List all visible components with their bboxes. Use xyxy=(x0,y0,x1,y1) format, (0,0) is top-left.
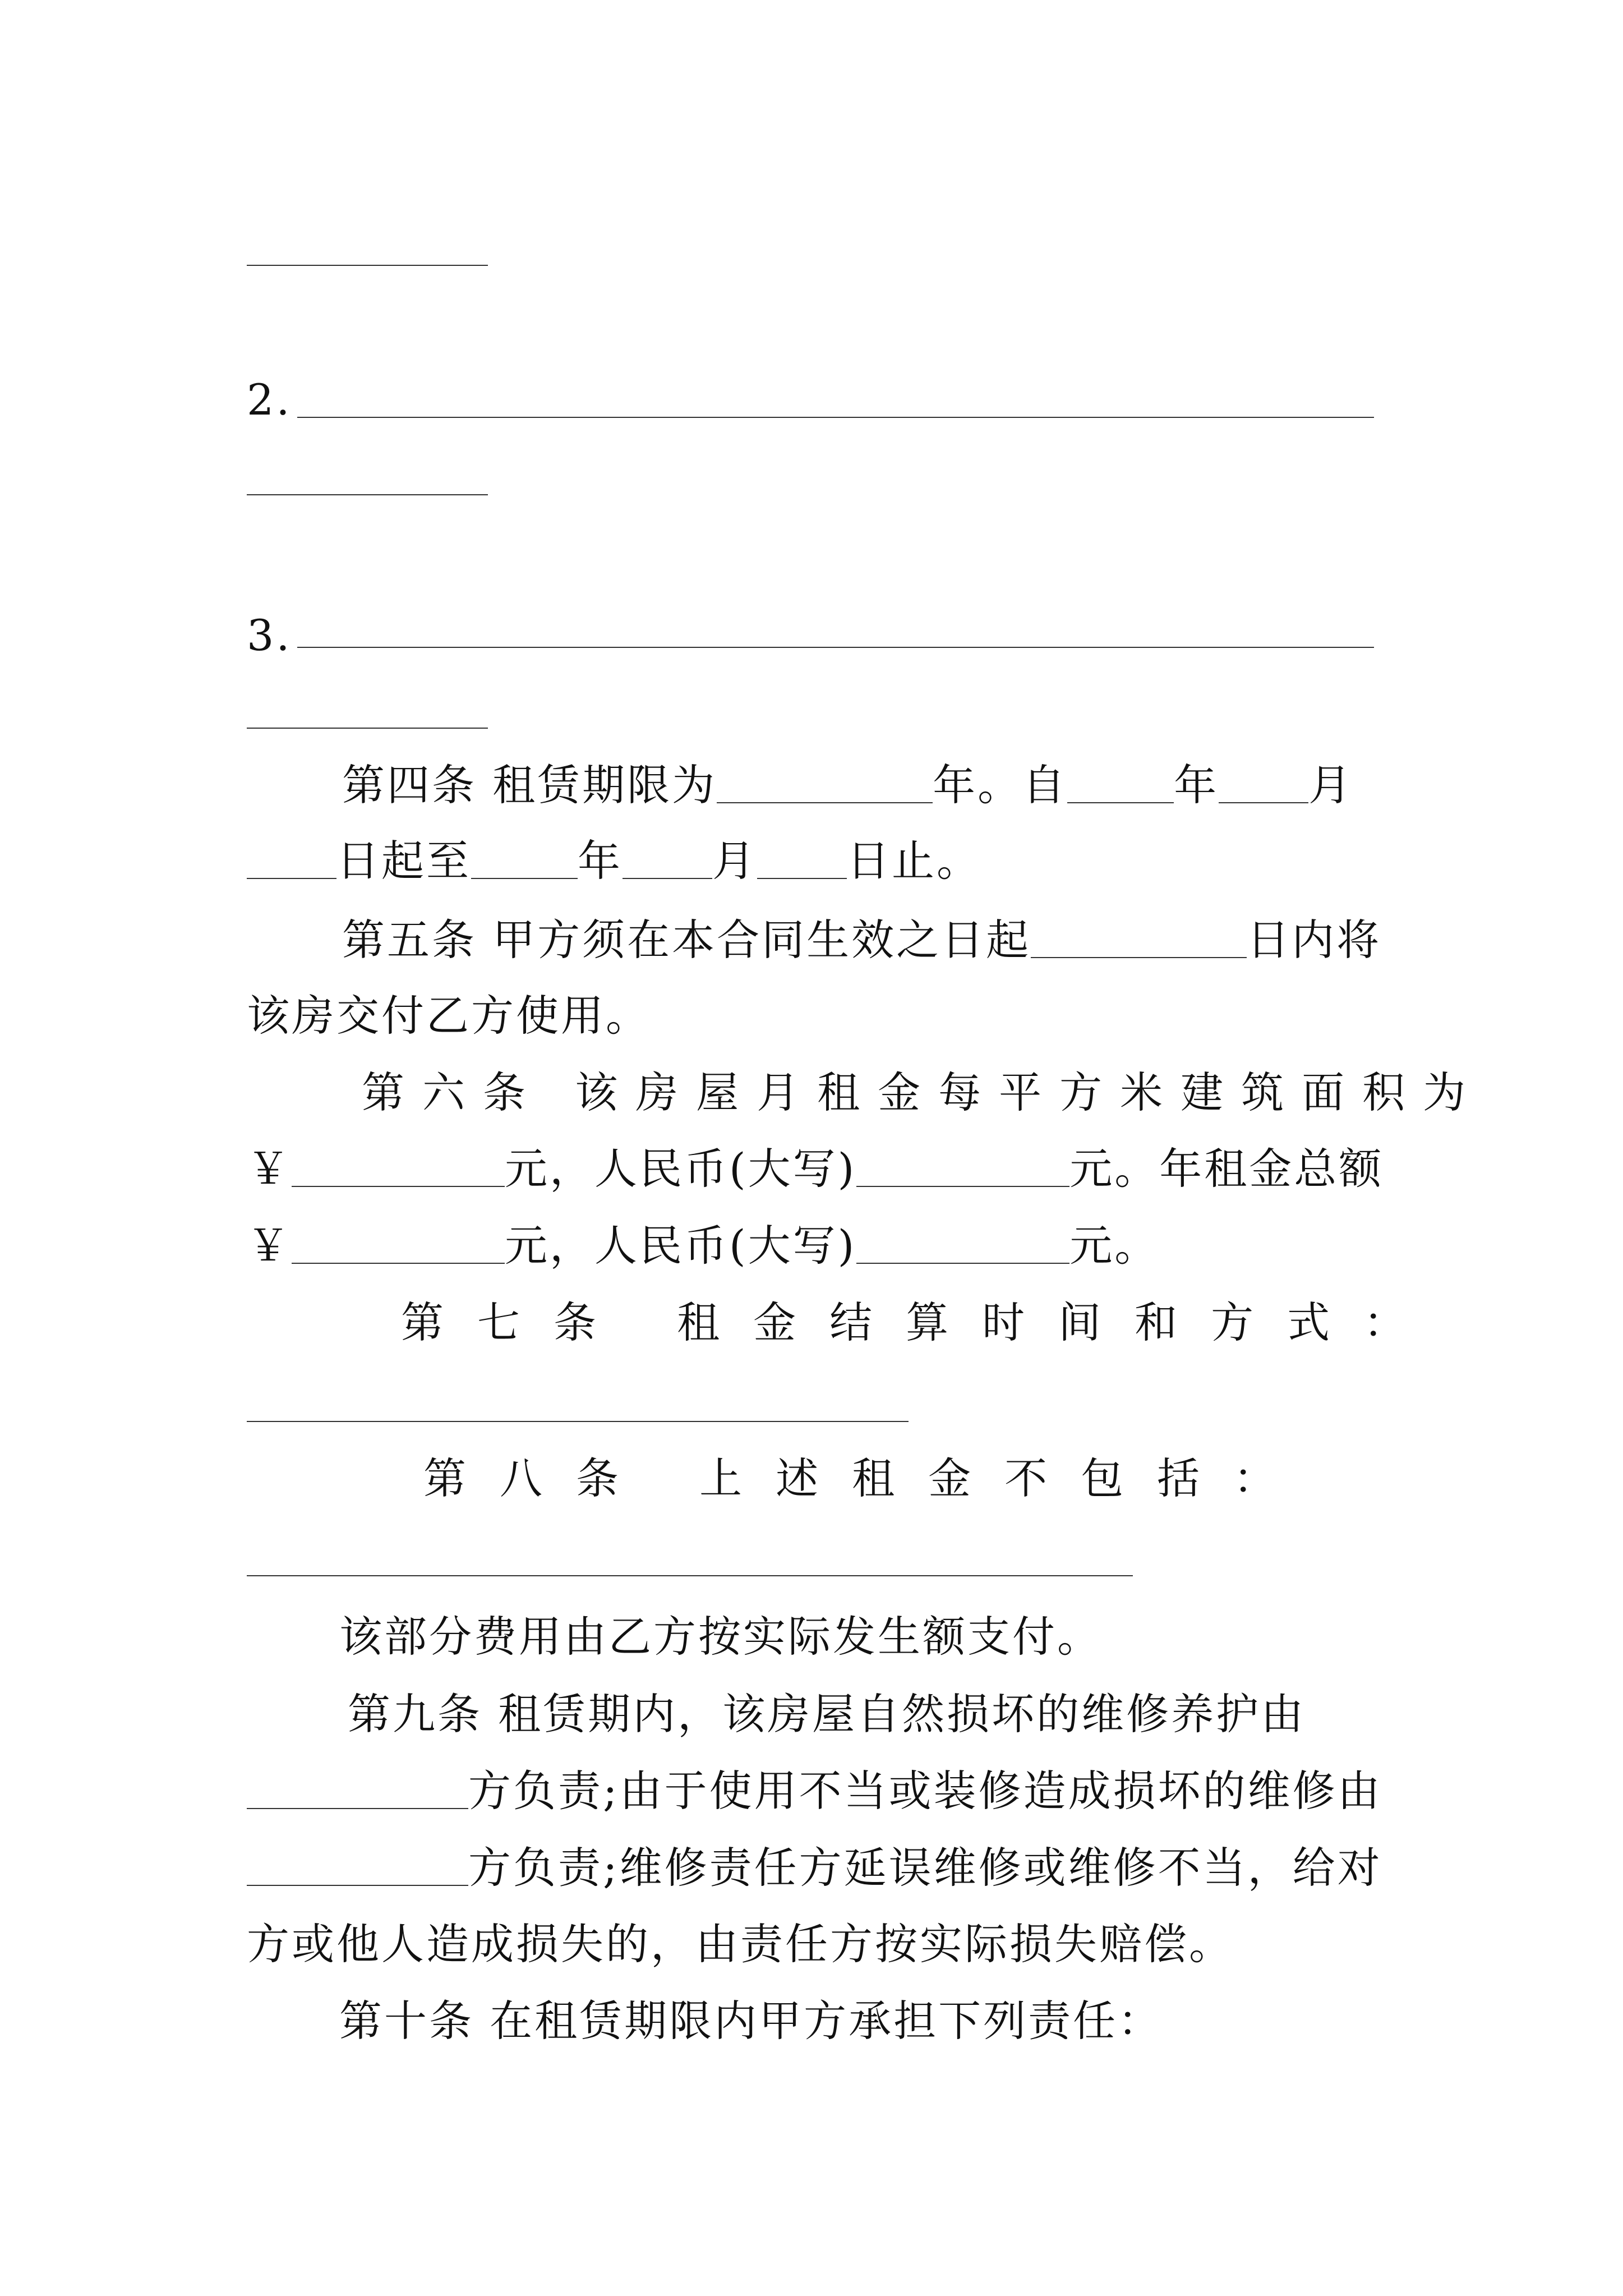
text-run: 月 xyxy=(1308,760,1354,810)
article-8-heading: 第八条 上述租金不包括： xyxy=(423,1453,1310,1503)
text-run: 年 xyxy=(1174,760,1219,810)
text-run: 日内将 xyxy=(1247,915,1382,965)
text-run: 元。 xyxy=(1069,1221,1160,1271)
article-6-line-1: 第六条 该房屋月租金每平方米建筑面积为 xyxy=(362,1068,1484,1117)
article-6-line-2 xyxy=(247,1144,1384,1194)
item-3-marker: 3. xyxy=(247,610,292,660)
blank-line xyxy=(757,844,847,879)
article-4-line-1 xyxy=(342,760,1354,810)
text-run: 月 xyxy=(712,836,757,886)
blank-line xyxy=(1031,923,1247,958)
blank-line xyxy=(297,647,1374,648)
text-run: 第五条 甲方须在本合同生效之日起 xyxy=(342,915,1031,965)
article-8-note: 该部分费用由乙方按实际发生额支付。 xyxy=(339,1612,1102,1662)
article-9-line-2 xyxy=(247,1766,1382,1816)
text-run: 日止。 xyxy=(847,836,981,886)
blank-line xyxy=(247,1421,909,1422)
item-2-marker: 2. xyxy=(247,375,292,425)
blank-line xyxy=(247,494,488,495)
text-run: 方负责;维修责任方延误维修或维修不当，给对 xyxy=(468,1843,1382,1893)
text-run: 日起至 xyxy=(336,836,471,886)
blank-line xyxy=(247,844,336,879)
article-6-line-3 xyxy=(247,1221,1160,1271)
article-4-line-2 xyxy=(247,836,981,886)
article-10-heading: 第十条 在租赁期限内甲方承担下列责任： xyxy=(339,1996,1163,2046)
blank-line xyxy=(471,844,578,879)
article-7-heading: 第七条 租金结算时间和方式： xyxy=(401,1297,1440,1347)
blank-line xyxy=(247,728,488,729)
text-run: 元。年租金总额 xyxy=(1069,1144,1384,1194)
text-run: 第四条 租赁期限为 xyxy=(342,760,717,810)
blank-line xyxy=(717,769,933,803)
yuan-sign: ￥ xyxy=(247,1144,292,1194)
blank-line xyxy=(856,1152,1069,1187)
blank-line xyxy=(1219,769,1308,803)
blank-line xyxy=(297,417,1374,418)
article-5-line-2: 该房交付乙方使用。 xyxy=(247,991,651,1041)
blank-line xyxy=(247,265,488,266)
blank-line xyxy=(247,1774,468,1809)
text-run: 年 xyxy=(578,836,623,886)
blank-line xyxy=(292,1229,505,1264)
blank-line xyxy=(856,1229,1069,1264)
text-run: 元，人民币(大写) xyxy=(505,1221,857,1271)
blank-line xyxy=(247,1851,468,1886)
text-run: 元，人民币(大写) xyxy=(505,1144,857,1194)
text-run: 方负责;由于使用不当或装修造成损坏的维修由 xyxy=(468,1766,1382,1816)
article-9-line-3 xyxy=(247,1843,1382,1893)
text-run: 年。自 xyxy=(933,760,1068,810)
article-9-line-1: 第九条 租赁期内，该房屋自然损坏的维修养护由 xyxy=(348,1689,1306,1739)
blank-line xyxy=(1067,769,1174,803)
blank-line xyxy=(292,1152,505,1187)
yuan-sign: ￥ xyxy=(247,1221,292,1271)
article-9-line-4: 方或他人造成损失的，由责任方按实际损失赔偿。 xyxy=(247,1919,1234,1969)
article-5-line-1 xyxy=(342,915,1382,965)
blank-line xyxy=(623,844,712,879)
blank-line xyxy=(247,1575,1133,1576)
